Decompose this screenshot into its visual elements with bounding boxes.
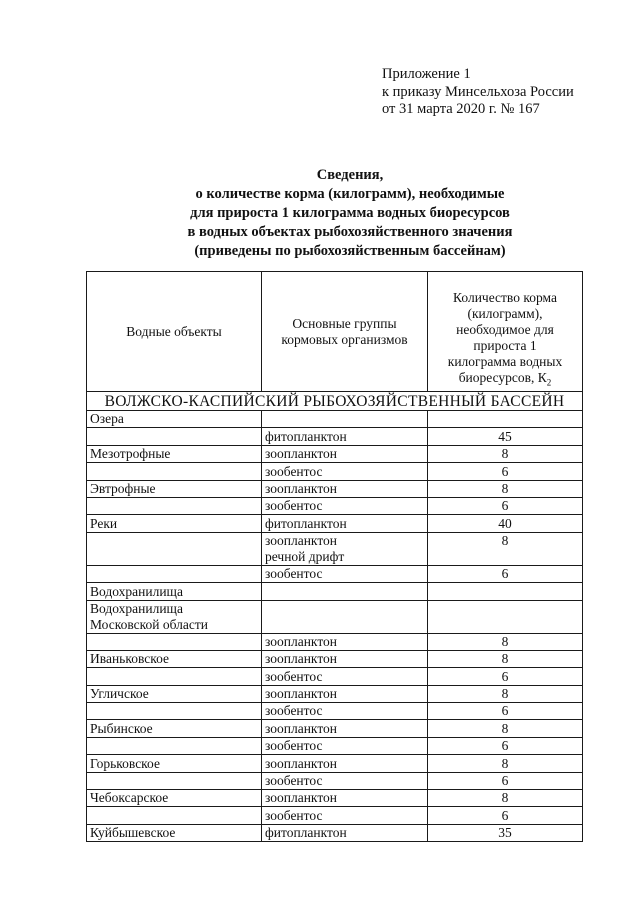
feed-group-name: зоопланктон [265, 686, 338, 702]
appendix-label: Приложение 1 [382, 66, 471, 82]
feed-amount-cell: 6 [428, 463, 583, 480]
table-row [87, 600, 583, 633]
table-row [87, 790, 583, 807]
feed-amount-cell: 8 [428, 445, 583, 462]
title-line-4: в водных объектах рыбохозяйственного значения [187, 224, 513, 240]
feed-amount-cell [428, 583, 583, 600]
feed-group-cell [262, 650, 428, 667]
feed-amount-cell: 8 [428, 480, 583, 497]
feed-group-name-cont: речной дрифт [265, 548, 345, 564]
feed-group-cell [262, 685, 428, 702]
table-row [87, 411, 583, 428]
feed-group-cell [262, 772, 428, 789]
water-object-cell [87, 515, 262, 532]
feed-group-cell [262, 807, 428, 824]
water-object-name: Горьковское [90, 755, 160, 771]
feed-group-name: зоопланктон [265, 755, 338, 771]
water-object-cell [87, 445, 262, 462]
feed-table [86, 271, 583, 842]
feed-group-cell [262, 411, 428, 428]
feed-amount-cell: 35 [428, 824, 583, 841]
water-object-cell [87, 428, 262, 445]
table-row [87, 737, 583, 754]
title-line-5: (приведены по рыбохозяйственным бассейнам) [194, 243, 506, 259]
feed-amount-cell: 8 [428, 755, 583, 772]
document-title [60, 166, 640, 261]
col-header-amount-line: необходимое для [456, 322, 554, 338]
table-row [87, 497, 583, 514]
water-object-name: Иваньковское [90, 651, 170, 667]
feed-group-cell [262, 824, 428, 841]
feed-group-name: зообентос [265, 703, 323, 719]
water-object-name: Водохранилища [90, 583, 183, 599]
feed-group-cell [262, 790, 428, 807]
table-row [87, 720, 583, 737]
feed-group-name: зообентос [265, 498, 323, 514]
feed-amount-cell: 6 [428, 737, 583, 754]
feed-amount-cell: 8 [428, 532, 583, 565]
feed-group-name: зообентос [265, 668, 323, 684]
water-object-cell [87, 703, 262, 720]
water-object-cell [87, 650, 262, 667]
order-reference: к приказу Минсельхоза России [382, 83, 574, 100]
feed-amount-cell: 8 [428, 650, 583, 667]
feed-group-name: фитопланктон [265, 428, 347, 444]
water-object-name: Угличское [90, 686, 149, 702]
feed-group-name: зоопланктон [265, 532, 338, 548]
table-row [87, 583, 583, 600]
water-object-name: Рыбинское [90, 720, 153, 736]
table-row [87, 633, 583, 650]
water-object-cell [87, 600, 262, 633]
feed-group-name: зоопланктон [265, 720, 338, 736]
col-header-feed-groups-line2: кормовых организмов [281, 331, 408, 347]
table-row [87, 807, 583, 824]
feed-group-name: зообентос [265, 566, 323, 582]
water-object-name: Озера [90, 411, 124, 427]
water-object-cell [87, 463, 262, 480]
table-header-row [87, 272, 583, 392]
feed-amount-cell: 6 [428, 807, 583, 824]
feed-amount-cell: 6 [428, 703, 583, 720]
table-row [87, 703, 583, 720]
title-line-2: о количестве корма (килограмм), необходимые [195, 186, 505, 202]
title-line-1: Сведения, [316, 167, 384, 183]
feed-group-cell [262, 480, 428, 497]
water-object-cell [87, 807, 262, 824]
feed-group-name: зообентос [265, 773, 323, 789]
water-object-cell [87, 790, 262, 807]
water-object-cell [87, 565, 262, 582]
feed-group-cell [262, 703, 428, 720]
table-row [87, 428, 583, 445]
water-object-name: Чебоксарское [90, 790, 169, 806]
feed-group-cell [262, 515, 428, 532]
table-row [87, 463, 583, 480]
table-row [87, 755, 583, 772]
feed-group-cell [262, 720, 428, 737]
water-object-name: Водохранилища [90, 600, 183, 616]
feed-group-name: зообентос [265, 463, 323, 479]
feed-amount-cell [428, 600, 583, 633]
feed-amount-cell: 6 [428, 497, 583, 514]
water-object-cell [87, 668, 262, 685]
feed-group-name: зоопланктон [265, 446, 338, 462]
table-row [87, 772, 583, 789]
water-object-cell [87, 583, 262, 600]
water-object-name: Мезотрофные [90, 446, 171, 462]
table-row [87, 532, 583, 565]
col-header-amount-line: килограмма водных [447, 354, 563, 370]
feed-amount-cell: 40 [428, 515, 583, 532]
table-row [87, 445, 583, 462]
feed-group-cell [262, 600, 428, 633]
water-object-name: Эвтрофные [90, 480, 156, 496]
col-header-feed-amount [428, 272, 583, 392]
water-object-cell [87, 824, 262, 841]
col-header-amount-line: (килограмм), [467, 306, 543, 322]
feed-amount-cell: 8 [428, 685, 583, 702]
water-object-cell [87, 772, 262, 789]
water-object-name-cont: Московской области [90, 616, 209, 632]
table-row [87, 824, 583, 841]
col-header-amount-line: прироста 1 [473, 338, 537, 354]
water-object-cell [87, 532, 262, 565]
water-object-cell [87, 497, 262, 514]
feed-group-name: фитопланктон [265, 825, 347, 841]
water-object-cell [87, 685, 262, 702]
feed-group-cell [262, 755, 428, 772]
feed-group-name: фитопланктон [265, 515, 347, 531]
table-row [87, 668, 583, 685]
feed-group-cell [262, 532, 428, 565]
feed-amount-cell: 45 [428, 428, 583, 445]
feed-amount-cell: 8 [428, 633, 583, 650]
feed-amount-cell: 6 [428, 668, 583, 685]
col-header-feed-groups [262, 272, 428, 392]
water-object-name: Реки [90, 515, 118, 531]
table-row [87, 565, 583, 582]
col-header-amount-line: Количество корма [453, 290, 557, 306]
feed-group-cell [262, 463, 428, 480]
feed-group-cell [262, 668, 428, 685]
feed-group-name: зообентос [265, 807, 323, 823]
feed-group-cell [262, 428, 428, 445]
feed-group-cell [262, 497, 428, 514]
water-object-name: Куйбышевское [90, 825, 176, 841]
col-header-subscript: 2 [546, 378, 552, 388]
feed-group-name: зообентос [265, 738, 323, 754]
table-row [87, 480, 583, 497]
feed-group-name: зоопланктон [265, 633, 338, 649]
order-date: от 31 марта 2020 г. № 167 [382, 101, 540, 117]
appendix-header [382, 66, 574, 119]
feed-group-cell [262, 633, 428, 650]
feed-amount-cell: 8 [428, 790, 583, 807]
water-object-cell [87, 480, 262, 497]
feed-group-cell [262, 565, 428, 582]
feed-group-name: зоопланктон [265, 790, 338, 806]
col-header-amount-text: биоресурсов, К [458, 370, 547, 386]
table-row [87, 685, 583, 702]
feed-group-cell [262, 583, 428, 600]
feed-amount-cell: 8 [428, 720, 583, 737]
feed-group-cell [262, 737, 428, 754]
table-row [87, 650, 583, 667]
feed-amount-cell: 6 [428, 772, 583, 789]
basin-name: ВОЛЖСКО-КАСПИЙСКИЙ РЫБОХОЗЯЙСТВЕННЫЙ БАССЕЙН [87, 392, 583, 411]
basin-row [87, 392, 583, 411]
water-object-cell [87, 633, 262, 650]
feed-group-name: зоопланктон [265, 651, 338, 667]
feed-group-cell [262, 445, 428, 462]
title-line-3: для прироста 1 килограмма водных биоресурсов [190, 205, 510, 221]
feed-amount-cell: 6 [428, 565, 583, 582]
water-object-cell [87, 737, 262, 754]
col-header-feed-groups-line1: Основные группы [292, 315, 397, 331]
water-object-cell [87, 411, 262, 428]
water-object-cell [87, 720, 262, 737]
feed-group-name: зоопланктон [265, 480, 338, 496]
feed-amount-cell [428, 411, 583, 428]
table-row [87, 515, 583, 532]
col-header-water-objects: Водные объекты [87, 272, 262, 392]
water-object-cell [87, 755, 262, 772]
col-header-amount-last-line [431, 370, 579, 391]
